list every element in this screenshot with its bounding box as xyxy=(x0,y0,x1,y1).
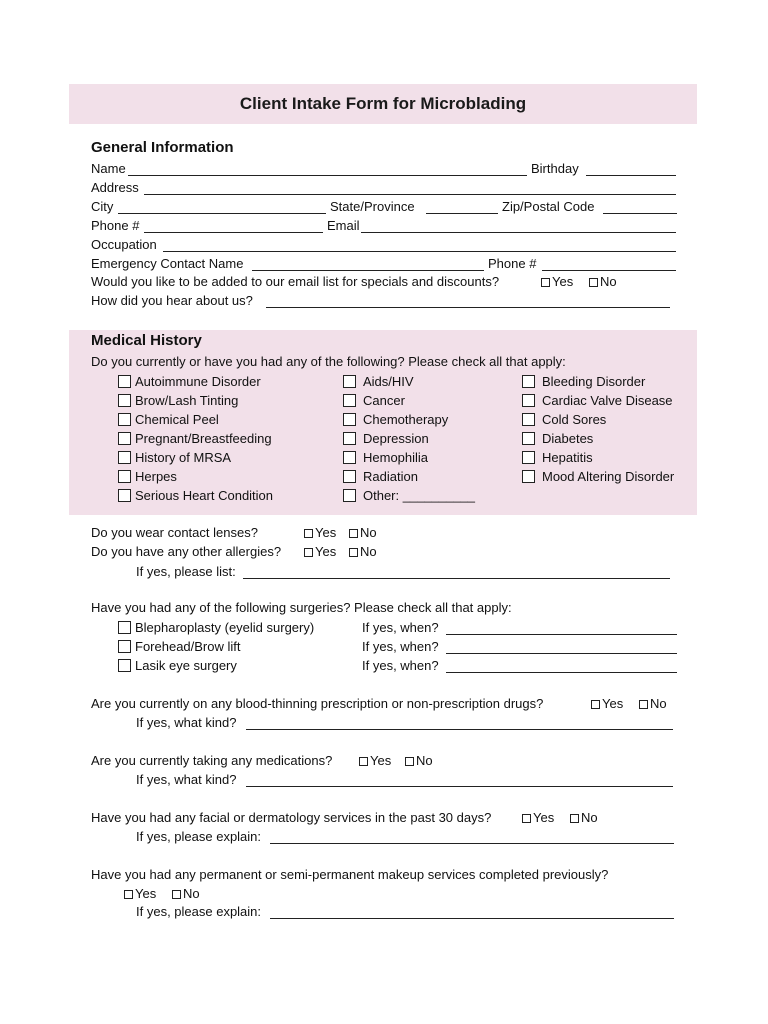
condition-label: Cold Sores xyxy=(542,412,607,427)
condition-checkbox[interactable] xyxy=(118,470,131,483)
condition-checkbox[interactable] xyxy=(118,413,131,426)
condition-label: Hemophilia xyxy=(363,450,429,465)
zip-field[interactable] xyxy=(603,213,677,214)
emergency-field[interactable] xyxy=(252,270,484,271)
surgery-when-label: If yes, when? xyxy=(362,620,439,635)
condition-checkbox[interactable] xyxy=(522,470,535,483)
surgery-checkbox[interactable] xyxy=(118,640,131,653)
contacts-no[interactable]: No xyxy=(349,525,377,541)
meds-question: Are you currently taking any medications? xyxy=(91,753,333,768)
condition-checkbox[interactable] xyxy=(343,489,356,502)
meds-kind-field[interactable] xyxy=(246,786,673,787)
facial-yes[interactable]: Yes xyxy=(522,810,554,826)
surgery-checkbox[interactable] xyxy=(118,621,131,634)
blood-kind-field[interactable] xyxy=(246,729,673,730)
checkbox-icon xyxy=(124,890,133,899)
condition-label: Bleeding Disorder xyxy=(542,374,646,389)
surgery-when-label: If yes, when? xyxy=(362,639,439,654)
emergency-phone-field[interactable] xyxy=(542,270,676,271)
condition-label: Herpes xyxy=(135,469,177,484)
occupation-field[interactable] xyxy=(163,251,676,252)
condition-label: Brow/Lash Tinting xyxy=(135,393,239,408)
email-label: Email xyxy=(327,218,360,233)
allergies-list-field[interactable] xyxy=(243,578,670,579)
zip-label: Zip/Postal Code xyxy=(502,199,595,214)
condition-label: Chemotherapy xyxy=(363,412,449,427)
email-list-no[interactable]: No xyxy=(589,274,617,290)
emergency-label: Emergency Contact Name xyxy=(91,256,244,271)
condition-checkbox[interactable] xyxy=(118,394,131,407)
checkbox-icon xyxy=(359,757,368,766)
condition-checkbox[interactable] xyxy=(522,432,535,445)
pmu-question: Have you had any permanent or semi-permanent makeup services completed previously? xyxy=(91,867,609,882)
surgery-when-label: If yes, when? xyxy=(362,658,439,673)
pmu-explain-field[interactable] xyxy=(270,918,674,919)
address-field[interactable] xyxy=(144,194,676,195)
facial-no[interactable]: No xyxy=(570,810,598,826)
checkbox-icon xyxy=(349,548,358,557)
phone-field[interactable] xyxy=(144,232,323,233)
checkbox-icon xyxy=(405,757,414,766)
surgery-checkbox[interactable] xyxy=(118,659,131,672)
condition-checkbox[interactable] xyxy=(522,413,535,426)
surgery-label: Lasik eye surgery xyxy=(135,658,237,673)
phone-label: Phone # xyxy=(91,218,140,233)
email-field[interactable] xyxy=(361,232,676,233)
condition-label: History of MRSA xyxy=(135,450,232,465)
birthday-field[interactable] xyxy=(586,175,676,176)
surgery-label: Blepharoplasty (eyelid surgery) xyxy=(135,620,315,635)
hear-question: How did you hear about us? xyxy=(91,293,253,308)
checkbox-icon xyxy=(639,700,648,709)
pmu-explain-label: If yes, please explain: xyxy=(136,904,262,919)
condition-checkbox[interactable] xyxy=(343,394,356,407)
facial-explain-field[interactable] xyxy=(270,843,674,844)
surgery-when-field[interactable] xyxy=(446,672,677,673)
name-label: Name xyxy=(91,161,126,176)
condition-label: Autoimmune Disorder xyxy=(135,374,261,389)
condition-label: Diabetes xyxy=(542,431,594,446)
condition-checkbox[interactable] xyxy=(343,451,356,464)
checkbox-icon xyxy=(589,278,598,287)
emergency-phone-label: Phone # xyxy=(488,256,537,271)
blood-no[interactable]: No xyxy=(639,696,667,712)
condition-label: Depression xyxy=(363,431,429,446)
checkbox-icon xyxy=(570,814,579,823)
facial-explain-label: If yes, please explain: xyxy=(136,829,262,844)
condition-label: Hepatitis xyxy=(542,450,593,465)
checkbox-icon xyxy=(522,814,531,823)
pmu-no[interactable]: No xyxy=(172,886,200,902)
city-field[interactable] xyxy=(118,213,326,214)
email-list-yes[interactable]: Yes xyxy=(541,274,573,290)
medical-prompt: Do you currently or have you had any of the following? Please check all that apply: xyxy=(91,354,566,369)
condition-label: Serious Heart Condition xyxy=(135,488,274,503)
condition-label: Cardiac Valve Disease xyxy=(542,393,673,408)
general-heading: General Information xyxy=(91,139,234,156)
condition-checkbox[interactable] xyxy=(343,470,356,483)
checkbox-icon xyxy=(349,529,358,538)
checkbox-icon xyxy=(591,700,600,709)
surgeries-prompt: Have you had any of the following surgeries? Please check all that apply: xyxy=(91,600,512,615)
blood-question: Are you currently on any blood-thinning prescription or non-prescription drugs? xyxy=(91,696,544,711)
condition-checkbox[interactable] xyxy=(343,413,356,426)
surgery-when-field[interactable] xyxy=(446,634,677,635)
condition-checkbox[interactable] xyxy=(522,451,535,464)
checkbox-icon xyxy=(304,548,313,557)
condition-label: Chemical Peel xyxy=(135,412,219,427)
blood-yes[interactable]: Yes xyxy=(591,696,623,712)
birthday-label: Birthday xyxy=(531,161,579,176)
meds-yes[interactable]: Yes xyxy=(359,753,391,769)
allergies-list-label: If yes, please list: xyxy=(136,564,236,579)
condition-checkbox[interactable] xyxy=(118,432,131,445)
facial-question: Have you had any facial or dermatology services in the past 30 days? xyxy=(91,810,492,825)
name-field[interactable] xyxy=(128,175,527,176)
hear-field[interactable] xyxy=(266,307,670,308)
condition-label: Mood Altering Disorder xyxy=(542,469,675,484)
condition-checkbox[interactable] xyxy=(522,375,535,388)
state-field[interactable] xyxy=(426,213,498,214)
pmu-yes[interactable]: Yes xyxy=(124,886,156,902)
checkbox-icon xyxy=(304,529,313,538)
condition-checkbox[interactable] xyxy=(343,375,356,388)
condition-checkbox[interactable] xyxy=(118,451,131,464)
medical-heading: Medical History xyxy=(91,332,202,349)
allergies-no[interactable]: No xyxy=(349,544,377,560)
contacts-question: Do you wear contact lenses? xyxy=(91,525,258,540)
meds-no[interactable]: No xyxy=(405,753,433,769)
surgery-label: Forehead/Brow lift xyxy=(135,639,241,654)
checkbox-icon xyxy=(541,278,550,287)
condition-label: Pregnant/Breastfeeding xyxy=(135,431,272,446)
contacts-yes[interactable]: Yes xyxy=(304,525,336,541)
condition-checkbox[interactable] xyxy=(522,394,535,407)
condition-checkbox[interactable] xyxy=(343,432,356,445)
allergies-yes[interactable]: Yes xyxy=(304,544,336,560)
address-label: Address xyxy=(91,180,139,195)
condition-checkbox[interactable] xyxy=(118,489,131,502)
email-list-question: Would you like to be added to our email list for specials and discounts? xyxy=(91,274,500,289)
condition-checkbox[interactable] xyxy=(118,375,131,388)
condition-label: Cancer xyxy=(363,393,405,408)
page-title: Client Intake Form for Microblading xyxy=(239,94,527,113)
meds-kind-label: If yes, what kind? xyxy=(136,772,237,787)
condition-label: Aids/HIV xyxy=(363,374,414,389)
condition-label: Radiation xyxy=(363,469,418,484)
surgery-when-field[interactable] xyxy=(446,653,677,654)
occupation-label: Occupation xyxy=(91,237,157,252)
city-label: City xyxy=(91,199,114,214)
blood-kind-label: If yes, what kind? xyxy=(136,715,237,730)
state-label: State/Province xyxy=(330,199,415,214)
allergies-question: Do you have any other allergies? xyxy=(91,544,282,559)
condition-label: Other: __________ xyxy=(363,488,476,503)
checkbox-icon xyxy=(172,890,181,899)
